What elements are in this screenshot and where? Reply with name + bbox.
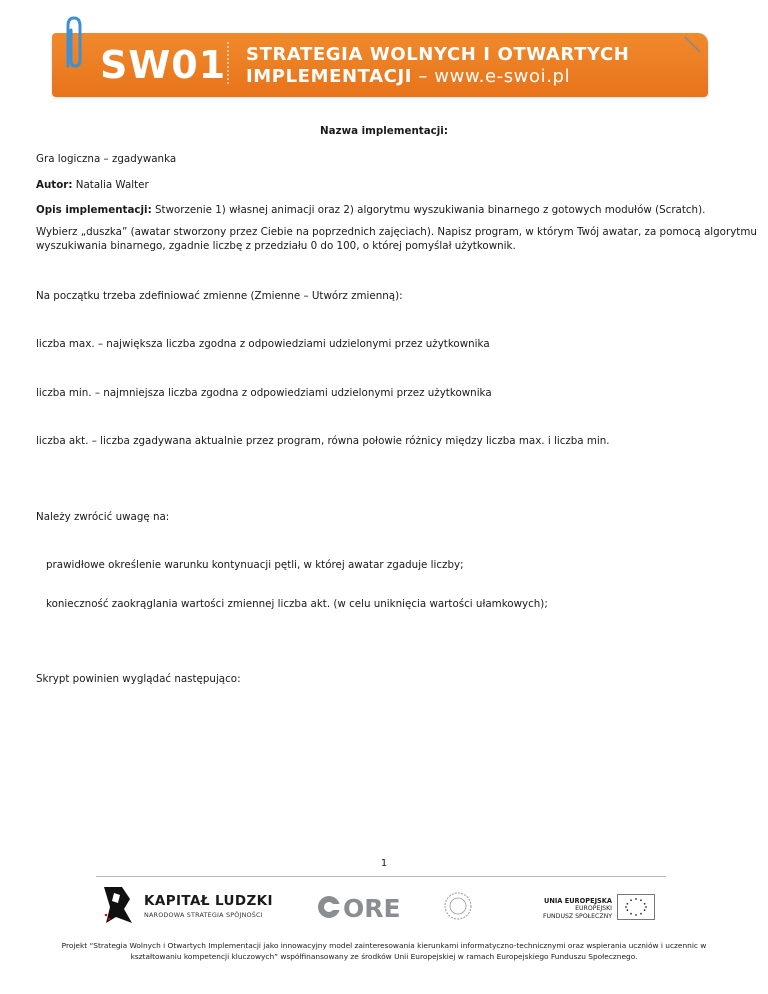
banner-title-line2 xyxy=(246,66,570,87)
variables-intro: Na początku trzeba zdefiniować zmienne (Zmienne – Utwórz zmienną): xyxy=(36,290,403,302)
project-footnote xyxy=(20,940,748,962)
banner-divider xyxy=(227,42,229,84)
author-label: Autor: xyxy=(36,179,73,191)
attention-point-1: prawidłowe określenie warunku kontynuacji pętli, w której awatar zgaduje liczby; xyxy=(46,559,464,571)
variable-max: liczba max. – największa liczba zgodna z odpowiedziami udzielonymi przez użytkownika xyxy=(36,338,490,350)
description-label: Opis implementacji: xyxy=(36,204,152,216)
banner-site-url: – www.e-swoi.pl xyxy=(412,66,571,87)
footer-divider xyxy=(96,876,666,877)
task-line-2: wyszukiwania binarnego, zgadnie liczbę z przedziału 0 do 100, o której pomyślał użytkownik. xyxy=(36,240,516,252)
kapital-ludzki-title: KAPITAŁ LUDZKI xyxy=(144,893,273,909)
footnote-line-1: Projekt “Strategia Wolnych i Otwartych Implementacji jako innowacyjny model zainteresowania kierunkami informatyczno-technicznymi oraz wspierania uczniów i uczennic w xyxy=(61,941,707,950)
attention-point-2: konieczność zaokrąglania wartości zmiennej liczba akt. (w celu uniknięcia wartości ułamkowych); xyxy=(46,598,548,610)
task-line-1: Wybierz „duszka” (awatar stworzony przez Ciebie na poprzednich zajęciach). Napisz program, w którym Twój awatar, za pomocą algorytmu xyxy=(36,226,757,238)
banner-title-bold: IMPLEMENTACJI xyxy=(246,66,413,87)
eu-flag-icon xyxy=(617,894,655,920)
page-number: 1 xyxy=(380,858,388,869)
banner-title-line1: STRATEGIA WOLNYCH I OTWARTYCH xyxy=(246,44,630,65)
attention-heading: Należy zwrócić uwagę na: xyxy=(36,511,170,523)
variable-current: liczba akt. – liczba zgadywana aktualnie przez program, równa połowie różnicy między liczba max. i liczba min. xyxy=(36,435,610,447)
ore-logo xyxy=(316,892,401,923)
author-value: Natalia Walter xyxy=(72,179,149,191)
paperclip-icon xyxy=(60,14,88,74)
game-name: Gra logiczna – zgadywanka xyxy=(36,153,177,165)
footnote-line-2: kształtowaniu kompetencji kluczowych” współfinansowany ze środków Unii Europejskiej w ramach Europejskiego Funduszu Społecznego. xyxy=(130,952,638,961)
eu-line-3: FUNDUSZ SPOŁECZNY xyxy=(542,913,612,920)
logo: SW01 xyxy=(100,43,227,87)
eu-line-2: EUROPEJSKI xyxy=(575,905,612,912)
script-intro: Skrypt powinien wyglądać następująco: xyxy=(36,673,241,685)
eu-line-1: UNIA EUROPEJSKA xyxy=(543,897,612,905)
eu-text xyxy=(516,897,612,921)
kapital-ludzki-subtitle: NARODOWA STRATEGIA SPÓJNOŚCI xyxy=(144,911,263,919)
ore-logo-text: ORE xyxy=(343,894,401,923)
description-line xyxy=(36,203,705,217)
pin-icon xyxy=(684,36,702,54)
implementation-title: Nazwa implementacji: xyxy=(320,125,448,137)
kapital-ludzki-logo-icon xyxy=(100,885,136,925)
author-line xyxy=(36,178,149,192)
variable-min: liczba min. – najmniejsza liczba zgodna z odpowiedziami udzielonymi przez użytkownika xyxy=(36,387,492,399)
description-value: Stworzenie 1) własnej animacji oraz 2) algorytmu wyszukiwania binarnego z gotowych modułów (Scratch). xyxy=(151,204,706,216)
seal-icon xyxy=(443,891,473,921)
